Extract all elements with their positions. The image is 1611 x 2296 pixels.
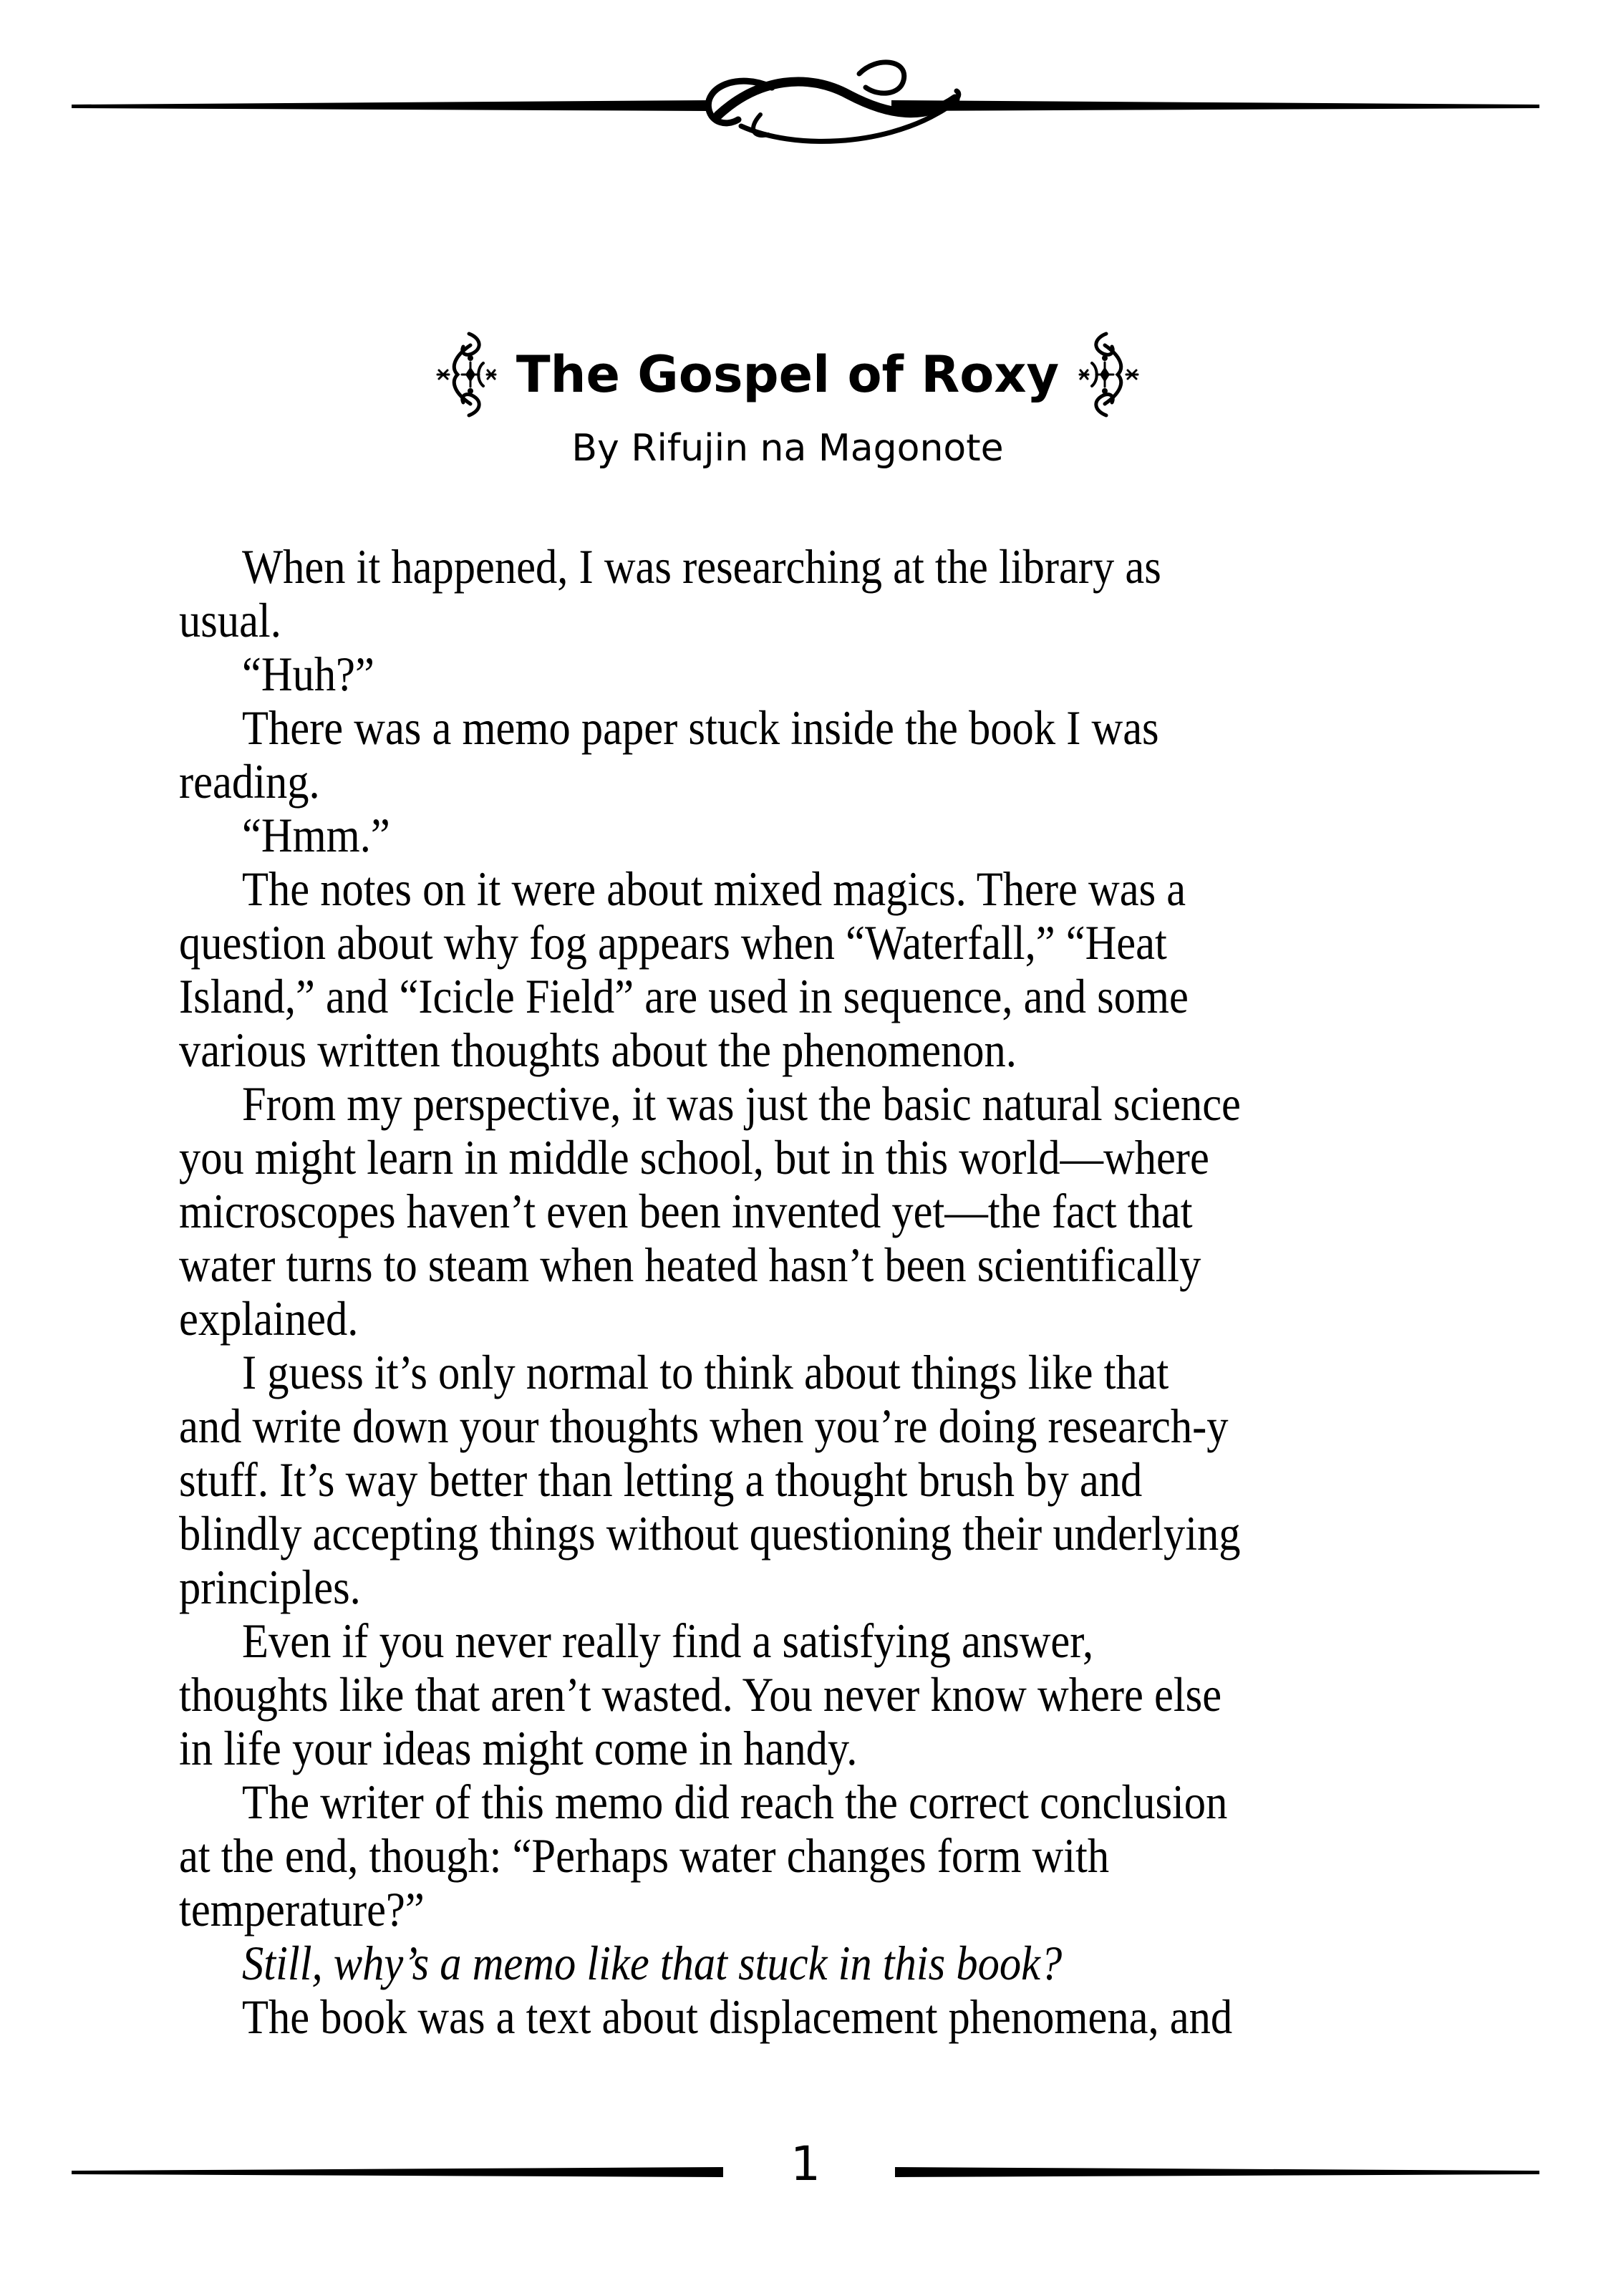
text-line: “Hmm.” xyxy=(242,808,390,862)
text-line: reading. xyxy=(179,754,320,809)
page-title: The Gospel of Roxy xyxy=(516,345,1060,404)
byline: By Rifujin na Magonote xyxy=(571,427,1004,470)
text-line: various written thoughts about the phenomenon. xyxy=(179,1023,1017,1077)
text-line: stuff. It’s way better than letting a thought brush by and xyxy=(179,1452,1143,1507)
paragraph xyxy=(179,701,1396,809)
paragraph xyxy=(179,540,1396,647)
paragraph xyxy=(179,1077,1396,1346)
text-line: explained. xyxy=(179,1291,359,1346)
text-line: water turns to steam when heated hasn’t been scientifically xyxy=(179,1238,1201,1292)
footer-rule-left xyxy=(72,2167,723,2177)
footer-rule-right xyxy=(895,2167,1539,2177)
text-line: you might learn in middle school, but in this world—where xyxy=(179,1130,1209,1185)
paragraph xyxy=(179,862,1396,1077)
text-line: microscopes haven’t even been invented yet—the fact that xyxy=(179,1184,1193,1238)
title-ornament-right-icon xyxy=(1078,331,1149,418)
text-line: Still, why’s a memo like that stuck in this book? xyxy=(242,1936,1063,1990)
footer-divider xyxy=(0,2159,1611,2188)
header-rule-right xyxy=(891,100,1539,111)
paragraph xyxy=(179,1936,1396,1990)
text-line: principles. xyxy=(179,1560,361,1614)
text-line: The writer of this memo did reach the correct conclusion xyxy=(242,1775,1228,1829)
text-line: Island,” and “Icicle Field” are used in sequence, and some xyxy=(179,969,1189,1023)
paragraph xyxy=(179,647,1396,701)
text-line: The notes on it were about mixed magics. There was a xyxy=(242,862,1186,916)
text-line: “Huh?” xyxy=(242,647,374,701)
paragraph xyxy=(179,1990,1396,2044)
paragraph xyxy=(179,1775,1396,1936)
text-line: blindly accepting things without questioning their underlying xyxy=(179,1506,1241,1561)
text-line: From my perspective, it was just the basic natural science xyxy=(242,1076,1241,1131)
text-line: Even if you never really find a satisfying answer, xyxy=(242,1614,1094,1668)
header-rule-left xyxy=(72,100,707,111)
text-line: temperature?” xyxy=(179,1882,425,1936)
paragraph xyxy=(179,809,1396,862)
paragraph xyxy=(179,1614,1396,1775)
text-line: in life your ideas might come in handy. xyxy=(179,1721,858,1775)
text-line: When it happened, I was researching at the library as xyxy=(242,539,1161,594)
text-line: I guess it’s only normal to think about things like that xyxy=(242,1345,1169,1399)
header-flourish-divider xyxy=(0,29,1611,186)
text-line: usual. xyxy=(179,593,281,647)
paragraph xyxy=(179,1346,1396,1614)
text-line: at the end, though: “Perhaps water changes form with xyxy=(179,1828,1110,1883)
page-number: 1 xyxy=(790,2136,821,2191)
text-line: question about why fog appears when “Waterfall,” “Heat xyxy=(179,915,1167,970)
text-line: and write down your thoughts when you’re doing research-y xyxy=(179,1399,1229,1453)
body-text xyxy=(179,540,1396,2044)
text-line: There was a memo paper stuck inside the book I was xyxy=(242,700,1159,755)
title-ornament-left-icon xyxy=(426,331,498,418)
title-row xyxy=(175,321,1400,428)
text-line: thoughts like that aren’t wasted. You never know where else xyxy=(179,1667,1222,1722)
text-line: The book was a text about displacement phenomena, and xyxy=(242,1989,1233,2044)
